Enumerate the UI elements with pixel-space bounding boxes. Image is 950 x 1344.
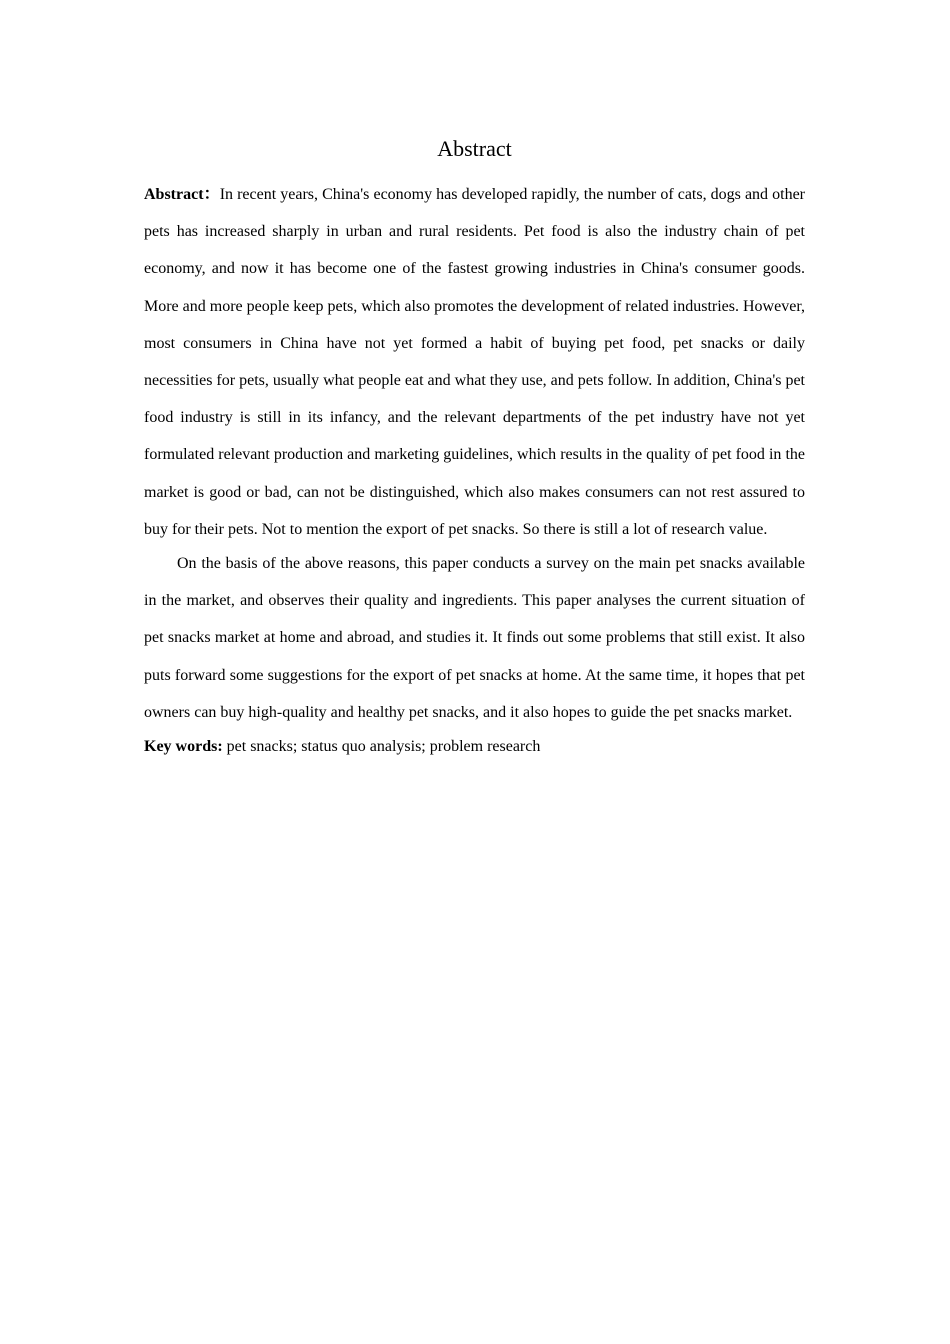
abstract-paragraph-1 [144,176,805,548]
abstract-paragraph-2: On the basis of the above reasons, this paper conducts a survey on the main pet snacks available in the market, and observes their quality and ingredients. This paper analyses the current situation of pet snacks market at home and abroad, and studies it. It finds out some problems that still exist. It also puts forward some suggestions for the export of pet snacks at home. At the same time, it hopes that pet owners can buy high-quality and healthy pet snacks, and it also hopes to guide the pet snacks market. [144,555,805,721]
abstract-label: Abstract： [144,186,220,203]
document-page [144,130,805,765]
keywords-label: Key words: [144,738,223,756]
abstract-paragraph-1-text: In recent years, China's economy has developed rapidly, the number of cats, dogs and other pets has increased sharply in urban and rural residents. Pet food is also the industry chain of pet economy, and now it has become one of the fastest growing industries in China's consumer goods. More and more people keep pets, which also promotes the development of related industries. However, most consumers in China have not yet formed a habit of buying pet food, pet snacks or daily necessities for pets, usually what people eat and what they use, and pets follow. In addition, China's pet food industry is still in its infancy, and the relevant departments of the pet industry have not yet formulated relevant production and marketing guidelines, which results in the quality of pet food in the market is good or bad, can not be distinguished, which also makes consumers can not rest assured to buy for their pets. Not to mention the export of pet snacks. So there is still a lot of research value. [144,186,805,538]
page-title: Abstract [437,136,512,161]
keywords-line [144,728,805,765]
keywords-text: pet snacks; status quo analysis; problem research [226,738,541,756]
